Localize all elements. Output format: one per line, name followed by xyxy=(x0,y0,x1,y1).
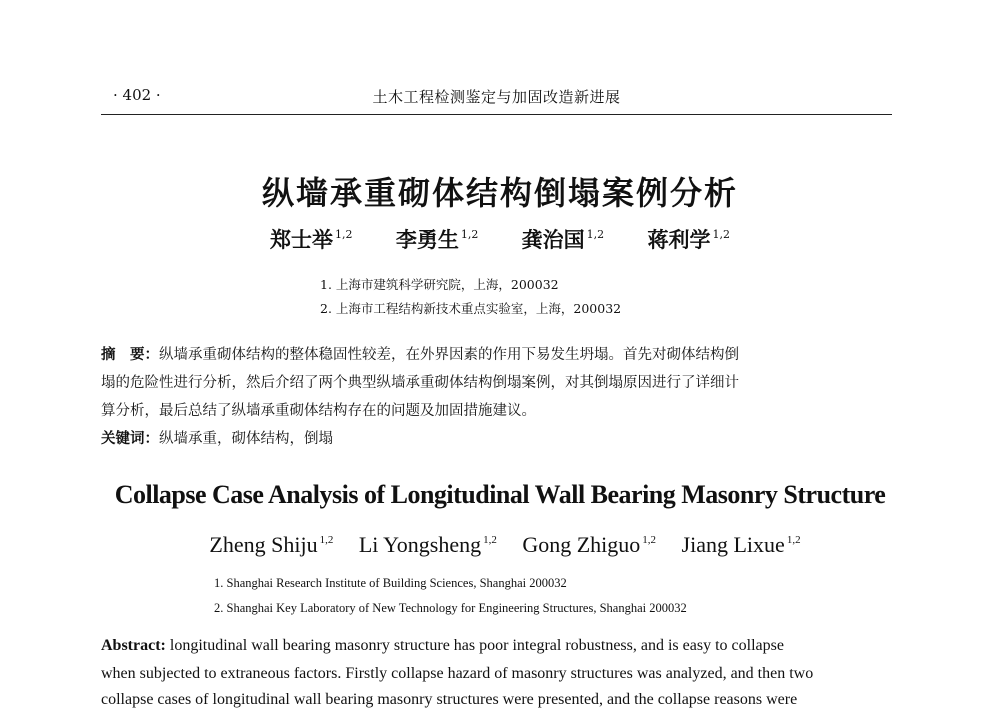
authors-cn xyxy=(0,224,1000,254)
abstract-cn-line: 塌的危险性进行分析，然后介绍了两个典型纵墙承重砌体结构倒塌案例，对其倒塌原因进行了详细计 xyxy=(101,375,739,391)
author-cn: 龚治国 $^{1,2}$ xyxy=(521,227,605,252)
keywords-cn-label: 关键词： xyxy=(101,430,159,447)
page-number: · 402 · xyxy=(113,86,161,104)
abstract-en-line: Abstract: longitudinal wall bearing masonry structure has poor integral robustness, and is easy to collapse xyxy=(101,637,784,654)
author-en: Jiang Lixue $^{1,2}$ xyxy=(681,532,801,557)
abstract-en-line: collapse cases of longitudinal wall bearing masonry structures were presented, and the collapse reasons were xyxy=(101,691,798,708)
affiliation-cn-2: 2. 上海市工程结构新技术重点实验室，上海，200032 xyxy=(320,301,622,316)
abstract-cn-label: 摘 要： xyxy=(101,346,159,363)
author-cn: 郑士举 $^{1,2}$ xyxy=(270,227,353,252)
author-en: Li Yongsheng $^{1,2}$ xyxy=(358,532,497,557)
authors-en xyxy=(0,532,1000,558)
author-en: Zheng Shiju $^{1,2}$ xyxy=(209,532,334,557)
title-cn: 纵墙承重砌体结构倒塌案例分析 xyxy=(261,174,738,212)
affiliation-cn-1: 1. 上海市建筑科学研究院，上海，200032 xyxy=(320,277,559,292)
author-en: Gong Zhiguo $^{1,2}$ xyxy=(522,532,657,557)
abstract-cn-line: 算分析，最后总结了纵墙承重砌体结构存在的问题及加固措施建议。 xyxy=(101,403,536,419)
abstract-cn-line: 摘 要：纵墙承重砌体结构的整体稳固性较差，在外界因素的作用下易发生坍塌。首先对砌体结构倒 xyxy=(101,346,739,363)
affiliation-en-1: 1. Shanghai Research Institute of Building Sciences, Shanghai 200032 xyxy=(214,576,567,590)
keywords-cn: 关键词：纵墙承重，砌体结构，倒塌 xyxy=(101,430,333,447)
title-en: Collapse Case Analysis of Longitudinal Wall Bearing Masonry Structure xyxy=(114,480,886,509)
author-cn: 李勇生 $^{1,2}$ xyxy=(395,227,479,252)
affiliation-en-2: 2. Shanghai Key Laboratory of New Technology for Engineering Structures, Shanghai 200032 xyxy=(214,601,687,615)
author-cn: 蒋利学 $^{1,2}$ xyxy=(647,227,730,252)
abstract-en-line: when subjected to extraneous factors. Firstly collapse hazard of masonry structures was analyzed, and then two xyxy=(101,665,814,682)
abstract-en-label: Abstract: xyxy=(101,637,166,654)
running-title: 土木工程检测鉴定与加固改造新进展 xyxy=(372,88,621,106)
page-header xyxy=(101,84,892,115)
